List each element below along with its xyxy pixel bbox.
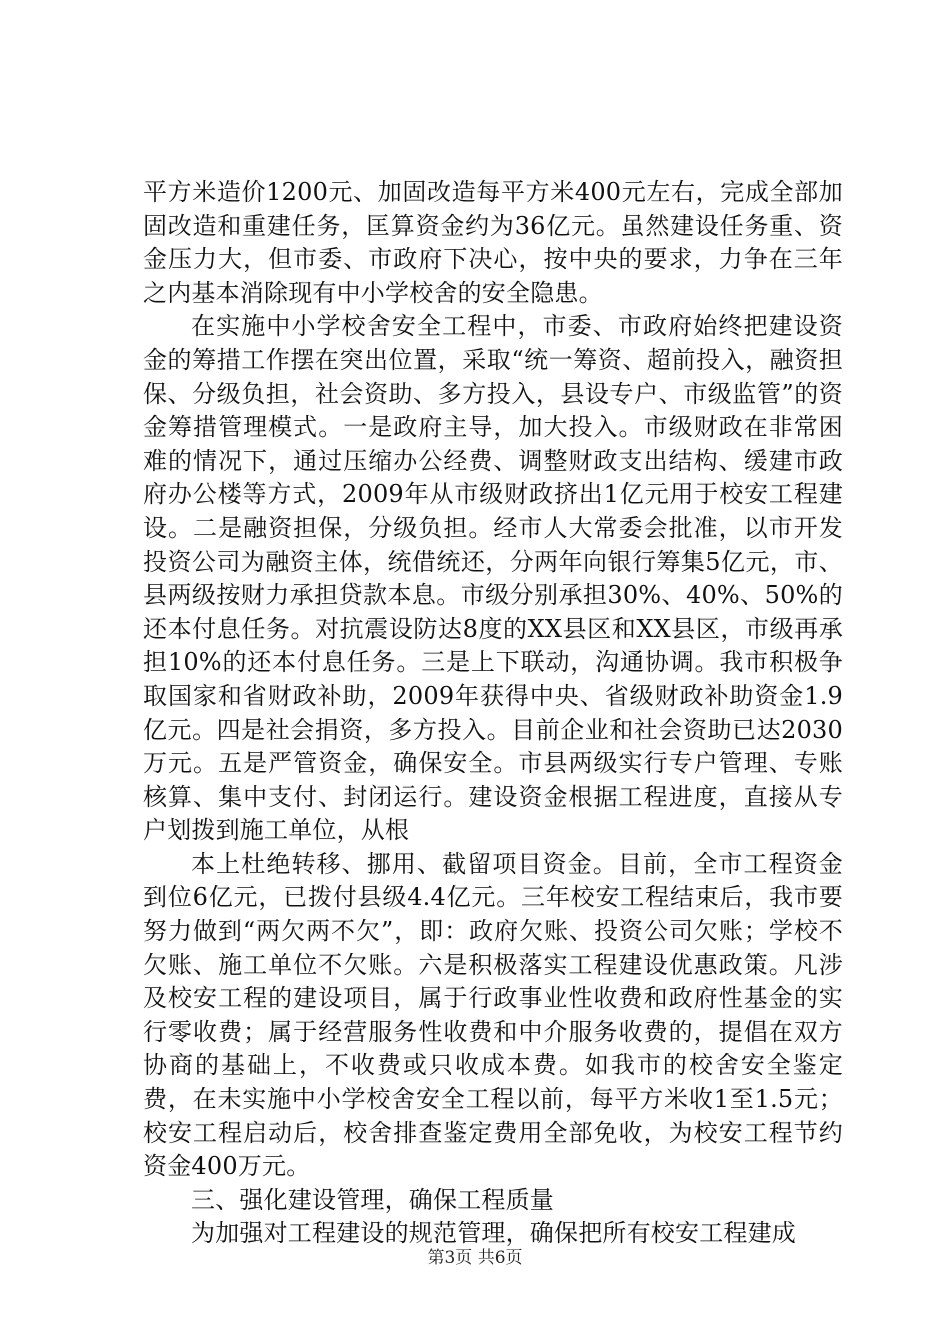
- paragraph-continuation: 平方米造价1200元、加固改造每平方米400元左右，完成全部加固改造和重建任务，匡算资金约为36亿元。虽然建设任务重、资金压力大，但市委、市政府下决心，按中央的要求，力争在三年之内基本消除现有中小学校舍的安全隐患。: [143, 178, 843, 307]
- section-heading: 三、强化建设管理，确保工程质量: [191, 1185, 554, 1214]
- document-body: [143, 176, 843, 1251]
- paragraph-management: 为加强对工程建设的规范管理，确保把所有校安工程建成: [191, 1219, 796, 1248]
- paragraph-funding: 在实施中小学校舍安全工程中，市委、市政府始终把建设资金的筹措工作摆在突出位置，采取“统一筹资、超前投入，融资担保、分级负担，社会资助、多方投入，县设专户、市级监管”的资金筹措管理模式。一是政府主导，加大投入。市级财政在非常困难的情况下，通过压缩办公经费、调整财政支出结构、缓建市政府办公楼等方式，2009年从市级财政挤出1亿元用于校安工程建设。二是融资担保，分级负担。经市人大常委会批准，以市开发投资公司为融资主体，统借统还，分两年向银行筹集5亿元，市、县两级按财力承担贷款本息。市级分别承担30%、40%、50%的还本付息任务。对抗震设防达8度的XX县区和XX县区，市级再承担10%的还本付息任务。三是上下联动，沟通协调。我市积极争取国家和省财政补助，2009年获得中央、省级财政补助资金1.9亿元。四是社会捐资，多方投入。目前企业和社会资助已达2030万元。五是严管资金，确保安全。市县两级实行专户管理、专账核算、集中支付、封闭运行。建设资金根据工程进度，直接从专户划拨到施工单位，从根: [143, 312, 843, 845]
- page-number-footer: 第3页 共6页: [427, 1248, 523, 1268]
- paragraph-funding-continued: 本上杜绝转移、挪用、截留项目资金。目前，全市工程资金到位6亿元，已拨付县级4.4亿元。三年校安工程结束后，我市要努力做到“两欠两不欠”，即：政府欠账、投资公司欠账；学校不欠账、施工单位不欠账。六是积极落实工程建设优惠政策。凡涉及校安工程的建设项目，属于行政事业性收费和政府性基金的实行零收费；属于经营服务性收费和中介服务收费的，提倡在双方协商的基础上，不收费或只收成本费。如我市的校舍安全鉴定费，在未实施中小学校舍安全工程以前，每平方米收1至1.5元；校安工程启动后，校舍排查鉴定费用全部免收，为校安工程节约资金400万元。: [143, 849, 843, 1181]
